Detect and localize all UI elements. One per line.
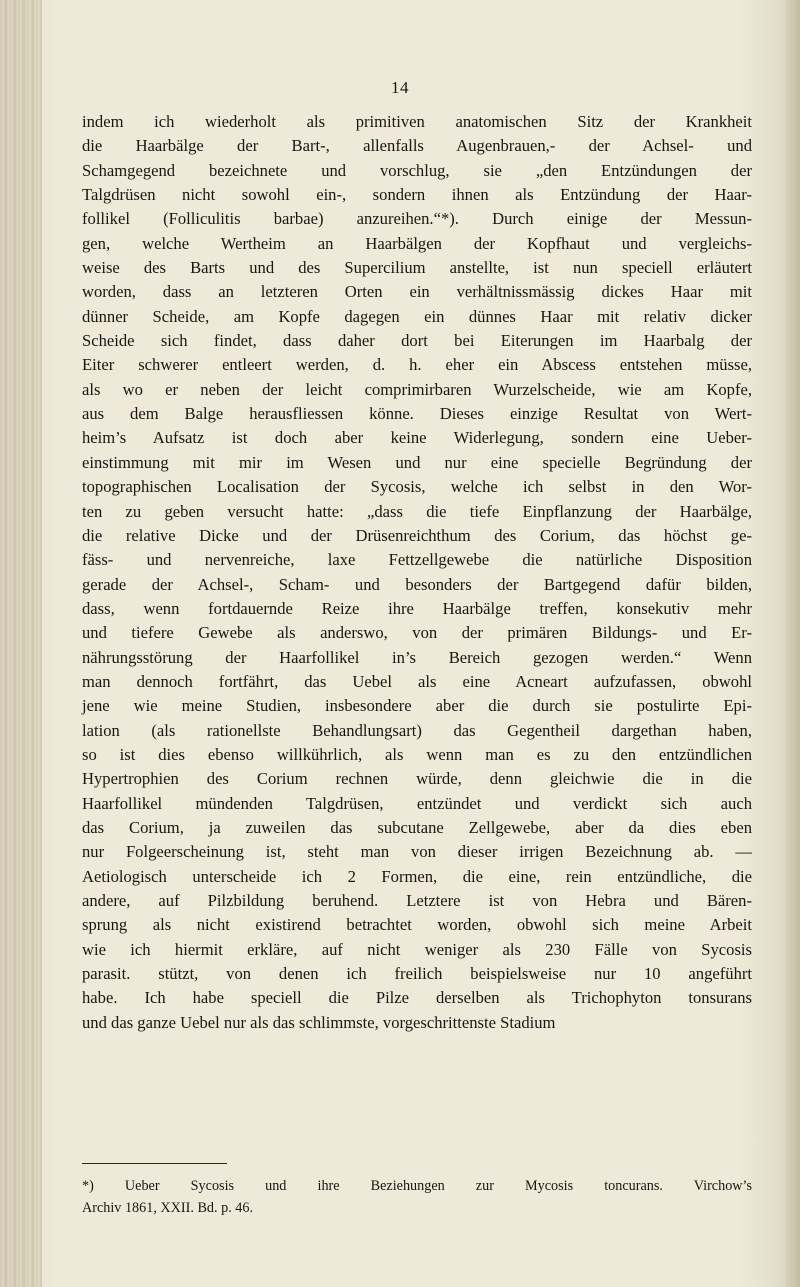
text-line: dass, wenn fortdauernde Reize ihre Haarbälge treffen, konsekutiv mehr bbox=[82, 598, 752, 618]
text-line: aus dem Balge herausfliessen könne. Dieses einzige Resultat von Wert- bbox=[82, 404, 752, 424]
body-text bbox=[82, 110, 752, 1035]
text-line: die Haarbälge der Bart-, allenfalls Augenbrauen,- der Achsel- und bbox=[82, 136, 752, 156]
text-line: und das ganze Uebel nur als das schlimmste, vorgeschrittenste Stadium bbox=[82, 1012, 556, 1032]
text-line: die relative Dicke und der Drüsenreichthum des Corium, das höchst ge- bbox=[82, 525, 752, 545]
page-number: 14 bbox=[391, 78, 409, 97]
footnote-line: *) Ueber Sycosis und ihre Beziehungen zur Mycosis toncurans. Virchow’s bbox=[82, 1178, 752, 1194]
page-edge-shadow bbox=[786, 0, 800, 1287]
footnote-divider bbox=[82, 1163, 227, 1164]
text-line: Haarfollikel mündenden Talgdrüsen, entzündet und verdickt sich auch bbox=[82, 793, 752, 813]
text-line: jene wie meine Studien, insbesondere aber die durch sie postulirte Epi- bbox=[82, 696, 752, 716]
text-line: parasit. stützt, von denen ich freilich beispielsweise nur 10 angeführt bbox=[82, 964, 752, 984]
text-line: einstimmung mit mir im Wesen und nur eine specielle Begründung der bbox=[82, 452, 752, 472]
text-line: man dennoch fortfährt, das Uebel als eine Acneart aufzufassen, obwohl bbox=[82, 671, 752, 691]
text-line: Scheide sich findet, dass daher dort bei Eiterungen im Haarbalg der bbox=[82, 331, 752, 351]
book-spine-shadow bbox=[0, 0, 42, 1287]
text-line: fäss- und nervenreiche, laxe Fettzellgewebe die natürliche Disposition bbox=[82, 550, 752, 570]
footnote-line: Archiv 1861, XXII. Bd. p. 46. bbox=[82, 1200, 254, 1216]
text-line: weise des Barts und des Supercilium anstellte, ist nun speciell erläutert bbox=[82, 258, 752, 278]
text-line: Schamgegend bezeichnete und vorschlug, sie „den Entzündungen der bbox=[82, 160, 752, 180]
text-line: lation (als rationellste Behandlungsart) das Gegentheil dargethan haben, bbox=[82, 720, 752, 740]
text-line: indem ich wiederholt als primitiven anatomischen Sitz der Krankheit bbox=[82, 112, 752, 131]
text-line: worden, dass an letzteren Orten ein verhältnissmässig dickes Haar mit bbox=[82, 282, 752, 302]
text-line: Eiter schwerer entleert werden, d. h. eher ein Abscess entstehen müsse, bbox=[82, 355, 752, 375]
text-line: so ist dies ebenso willkührlich, als wenn man es zu den entzündlichen bbox=[82, 744, 752, 764]
text-line: nur Folgeerscheinung ist, steht man von dieser irrigen Bezeichnung ab. — bbox=[82, 842, 752, 862]
text-line: und tiefere Gewebe als anderswo, von der primären Bildungs- und Er- bbox=[82, 623, 752, 643]
text-line: dünner Scheide, am Kopfe dagegen ein dünnes Haar mit relativ dicker bbox=[82, 306, 752, 326]
text-line: nährungsstörung der Haarfollikel in’s Bereich gezogen werden.“ Wenn bbox=[82, 647, 752, 667]
text-line: als wo er neben der leicht comprimirbaren Wurzelscheide, wie am Kopfe, bbox=[82, 379, 752, 399]
text-line: follikel (Folliculitis barbae) anzureihen.“*). Durch einige der Messun- bbox=[82, 209, 752, 229]
text-line: andere, auf Pilzbildung beruhend. Letztere ist von Hebra und Bären- bbox=[82, 891, 752, 910]
text-line: ten zu geben versucht hatte: „dass die tiefe Einpflanzung der Haarbälge, bbox=[82, 501, 752, 521]
text-line: gerade der Achsel-, Scham- und besonders der Bartgegend dafür bilden, bbox=[82, 574, 752, 594]
text-line: Talgdrüsen nicht sowohl ein-, sondern ihnen als Entzündung der Haar- bbox=[82, 185, 752, 205]
text-line: wie ich hiermit erkläre, auf nicht weniger als 230 Fälle von Sycosis bbox=[82, 939, 752, 959]
text-line: gen, welche Wertheim an Haarbälgen der Kopfhaut und vergleichs- bbox=[82, 233, 752, 253]
footnote bbox=[82, 1175, 752, 1219]
text-line: Hypertrophien des Corium rechnen würde, denn gleichwie die in die bbox=[82, 769, 752, 789]
text-line: Aetiologisch unterscheide ich 2 Formen, die eine, rein entzündliche, die bbox=[82, 866, 752, 886]
text-line: das Corium, ja zuweilen das subcutane Zellgewebe, aber da dies eben bbox=[82, 817, 752, 837]
text-line: heim’s Aufsatz ist doch aber keine Widerlegung, sondern eine Ueber- bbox=[82, 428, 752, 448]
text-line: topographischen Localisation der Sycosis, welche ich selbst in den Wor- bbox=[82, 477, 752, 497]
text-line: sprung als nicht existirend betrachtet worden, obwohl sich meine Arbeit bbox=[82, 915, 752, 935]
text-line: habe. Ich habe speciell die Pilze derselben als Trichophyton tonsurans bbox=[82, 988, 752, 1008]
